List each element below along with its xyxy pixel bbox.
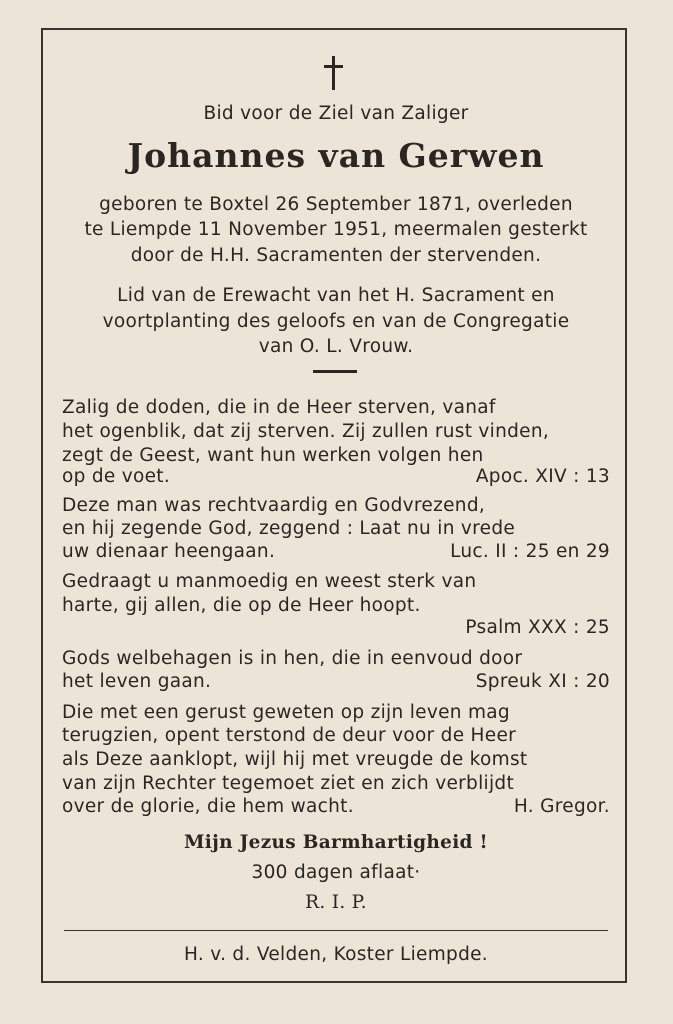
quote-source: Psalm XXX : 25 [465,617,610,638]
quote-line: Gedraagt u manmoedig en weest sterk van [62,571,477,592]
cross-icon [322,56,346,90]
membership-line-1: Lid van de Erewacht van het H. Sacrament en [117,285,555,306]
indulgence-text: 300 dagen aflaat· [251,862,421,883]
quote-line: als Deze aanklopt, wijl hij met vreugde de komst [62,749,528,770]
bio-line-3: door de H.H. Sacramenten der stervenden. [130,245,542,266]
quote-source-row [62,541,610,562]
quote-last-line: het leven gaan. [62,671,212,692]
printer-text: H. v. d. Velden, Koster Liempde. [184,944,488,965]
quote-source: Luc. II : 25 en 29 [450,541,610,562]
quote-source: H. Gregor. [513,796,610,817]
quote-line: harte, gij allen, die op de Heer hoopt. [62,595,421,616]
rip-text: R. I. P. [305,892,367,913]
quote-line: terugzien, opent terstond de deur voor de Heer [62,725,517,746]
quote-source-row [62,671,610,692]
quote-line: van zijn Rechter tegemoet ziet en zich verblijdt [62,773,515,794]
quote-last-line: uw dienaar heengaan. [62,541,276,562]
membership-line-2: voortplanting des geloofs en van de Congregatie [102,311,570,332]
quote-source-row [62,796,610,817]
intro-text: Bid voor de Ziel van Zaliger [203,103,469,124]
quote-line: Die met een gerust geweten op zijn leven mag [62,702,510,723]
quote-last-line: op de voet. [62,466,171,487]
footer-divider [64,930,608,931]
divider [313,370,357,373]
deceased-name: Johannes van Gerwen [127,136,545,175]
quote-line: Deze man was rechtvaardig en Godvrezend, [62,495,486,516]
quote-line: Gods welbehagen is in hen, die in eenvoud door [62,648,523,669]
quote-source-row [62,617,610,638]
quote-source: Apoc. XIV : 13 [475,466,610,487]
quote-line: het ogenblik, dat zij sterven. Zij zullen rust vinden, [62,421,550,442]
bio-line-2: te Liempde 11 November 1951, meermalen gesterkt [84,219,588,240]
quote-last-line: over de glorie, die hem wacht. [62,796,354,817]
quote-source: Spreuk XI : 20 [475,671,610,692]
bio-line-1: geboren te Boxtel 26 September 1871, overleden [99,194,573,215]
membership-line-3: van O. L. Vrouw. [258,336,414,357]
quote-line: Zalig de doden, die in de Heer sterven, vanaf [62,397,496,418]
quote-line: en hij zegende God, zeggend : Laat nu in vrede [62,518,516,539]
prayer-text: Mijn Jezus Barmhartigheid ! [184,832,488,853]
quote-source-row [62,466,610,487]
quote-line: zegt de Geest, want hun werken volgen hen [62,445,484,466]
